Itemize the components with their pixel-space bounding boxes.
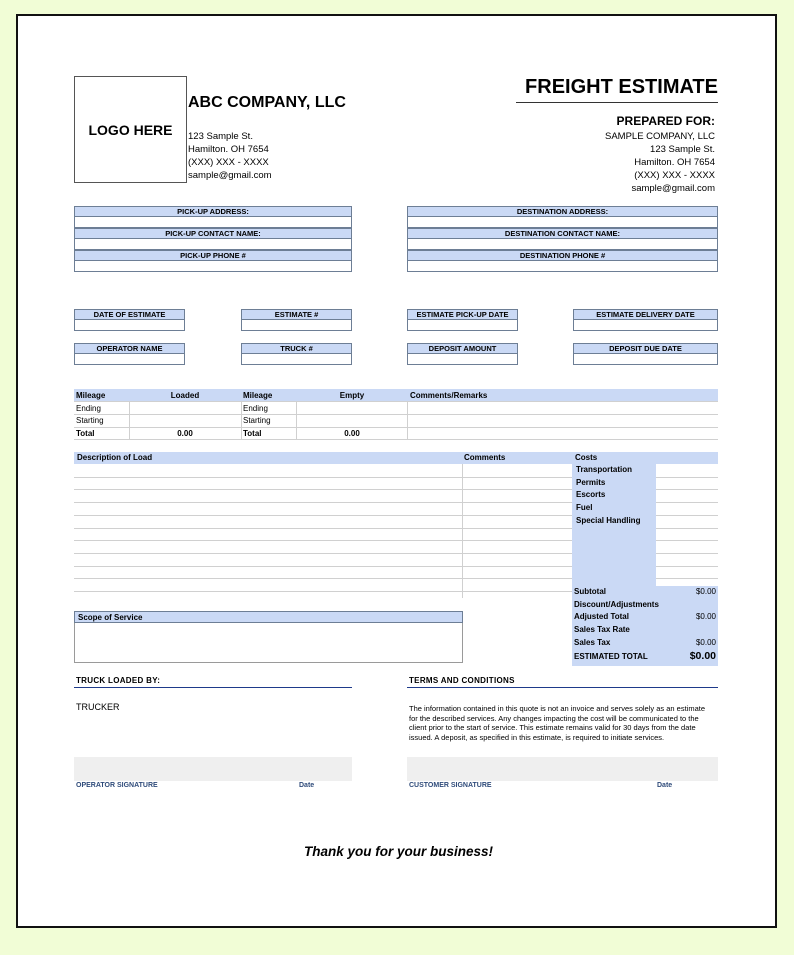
special-handling-label: Special Handling [576, 515, 641, 525]
cost-items [574, 464, 656, 527]
table-row[interactable] [74, 540, 572, 541]
date-of-estimate-label: DATE OF ESTIMATE [74, 309, 185, 320]
loaded-starting-cell[interactable] [129, 414, 241, 427]
table-row[interactable] [656, 477, 718, 478]
operator-signature-label: OPERATOR SIGNATURE [76, 782, 158, 789]
pickup-contact-field[interactable] [74, 239, 352, 250]
mileage-header: Mileage [241, 389, 296, 402]
deposit-amount [407, 343, 518, 365]
sales-tax-rate-label: Sales Tax Rate [574, 625, 630, 635]
thank-you-message: Thank you for your business! [303, 844, 494, 859]
company-info [188, 130, 272, 182]
document-title: FREIGHT ESTIMATE [516, 76, 718, 103]
destination-contact-label: DESTINATION CONTACT NAME: [407, 228, 718, 239]
table-row[interactable] [656, 566, 718, 567]
operator-name-label: OPERATOR NAME [74, 343, 185, 354]
starting-label: Starting [241, 414, 296, 427]
company-name: ABC COMPANY, LLC [188, 94, 346, 111]
table-row [74, 402, 718, 415]
client-email: sample@gmail.com [631, 183, 715, 194]
company-email: sample@gmail.com [188, 170, 272, 181]
date-of-estimate [74, 309, 185, 331]
table-row[interactable] [74, 489, 572, 490]
estimated-total-label: ESTIMATED TOTAL [574, 652, 648, 662]
logo-placeholder: LOGO HERE [74, 76, 187, 183]
mileage-table [74, 389, 718, 440]
estimated-total-value: $0.00 [689, 650, 716, 663]
costs-header: Costs [575, 453, 598, 462]
estimate-delivery-date [573, 309, 718, 331]
pickup-address-field[interactable] [74, 217, 352, 228]
estimate-page [16, 14, 777, 928]
table-row [74, 427, 718, 440]
operator-name-field[interactable] [74, 354, 185, 365]
comments-remarks-header: Comments/Remarks [408, 389, 718, 402]
client-phone: (XXX) XXX - XXXX [634, 170, 715, 181]
table-row[interactable] [656, 515, 718, 516]
terms-text: The information contained in this quote is not an invoice and serves solely as an estimate for the described services. Any changes impacting the cost will be communicated to the client prior to the start of service. This estimate remains valid for 30 days from the date issued. A deposit, as specified in this estimate, is required to initiate services. [409, 704, 706, 742]
company-city: Hamilton. OH 7654 [188, 144, 269, 155]
prepared-for [605, 114, 715, 195]
estimate-pickup-date-label: ESTIMATE PICK-UP DATE [407, 309, 518, 320]
adjusted-total-value: $0.00 [695, 612, 716, 622]
estimate-delivery-date-field[interactable] [573, 320, 718, 331]
escorts-label: Escorts [576, 490, 606, 500]
table-row[interactable] [74, 528, 572, 529]
estimate-number [241, 309, 352, 331]
pickup-phone-label: PICK-UP PHONE # [74, 250, 352, 261]
pickup-phone-field[interactable] [74, 261, 352, 272]
discount-label: Discount/Adjustments [574, 599, 659, 609]
table-row[interactable] [74, 578, 572, 579]
ending-label: Ending [241, 402, 296, 415]
client-city: Hamilton. OH 7654 [634, 157, 715, 168]
table-row[interactable] [74, 566, 572, 567]
transportation-label: Transportation [576, 465, 633, 474]
permits-label: Permits [576, 477, 606, 487]
client-address: 123 Sample St. [650, 144, 715, 155]
destination-contact-field[interactable] [407, 239, 718, 250]
destination-address-label: DESTINATION ADDRESS: [407, 206, 718, 217]
destination-phone-label: DESTINATION PHONE # [407, 250, 718, 261]
scope-of-service-field[interactable] [74, 623, 463, 663]
truck-loaded-by-label: TRUCK LOADED BY: [74, 676, 352, 688]
loaded-header: Loaded [129, 389, 241, 402]
date-of-estimate-field[interactable] [74, 320, 185, 331]
description-of-load-header: Description of Load [77, 453, 153, 462]
sales-tax-value: $0.00 [695, 637, 716, 647]
estimate-number-field[interactable] [241, 320, 352, 331]
mileage-header: Mileage [74, 389, 129, 402]
client-name: SAMPLE COMPANY, LLC [605, 131, 715, 142]
destination-phone-field[interactable] [407, 261, 718, 272]
destination-block [407, 206, 718, 272]
mileage-header-row [74, 389, 718, 402]
terms-title: TERMS AND CONDITIONS [407, 676, 718, 688]
starting-label: Starting [74, 414, 129, 427]
load-description-grid[interactable] [74, 464, 572, 598]
comments-cell[interactable] [408, 402, 718, 415]
load-comments-header: Comments [464, 453, 506, 462]
truck-number-field[interactable] [241, 354, 352, 365]
estimate-pickup-date-field[interactable] [407, 320, 518, 331]
table-row[interactable] [74, 591, 572, 592]
ending-label: Ending [74, 402, 129, 415]
fuel-label: Fuel [576, 503, 593, 513]
truck-number [241, 343, 352, 365]
estimate-delivery-date-label: ESTIMATE DELIVERY DATE [573, 309, 718, 320]
table-row[interactable] [656, 540, 718, 541]
empty-ending-cell[interactable] [296, 402, 408, 415]
customer-date-label: Date [657, 782, 673, 789]
prepared-for-label: PREPARED FOR: [616, 114, 715, 128]
subtotal-value: $0.00 [695, 587, 716, 596]
table-row[interactable] [74, 477, 572, 478]
comments-cell[interactable] [408, 427, 718, 440]
operator-date-label: Date [299, 782, 315, 789]
pickup-address-label: PICK-UP ADDRESS: [74, 206, 352, 217]
operator-name [74, 343, 185, 365]
table-row[interactable] [656, 553, 718, 554]
customer-signature-label: CUSTOMER SIGNATURE [409, 782, 492, 789]
table-row[interactable] [656, 578, 718, 579]
costs-values-grid[interactable] [656, 464, 718, 586]
company-address: 123 Sample St. [188, 131, 253, 142]
table-row[interactable] [656, 489, 718, 490]
load-header-bar [74, 452, 718, 464]
destination-address-field[interactable] [407, 217, 718, 228]
table-row[interactable] [656, 528, 718, 529]
estimate-number-label: ESTIMATE # [241, 309, 352, 320]
table-row[interactable] [656, 502, 718, 503]
deposit-due-date [573, 343, 718, 365]
deposit-due-date-label: DEPOSIT DUE DATE [573, 343, 718, 354]
loaded-total: 0.00 [129, 427, 241, 440]
pickup-block [74, 206, 352, 272]
deposit-due-date-field[interactable] [573, 354, 718, 365]
company-phone: (XXX) XXX - XXXX [188, 157, 269, 168]
subtotal-label: Subtotal [574, 587, 606, 596]
deposit-amount-field[interactable] [407, 354, 518, 365]
total-label: Total [74, 427, 129, 440]
totals-block [574, 586, 718, 664]
customer-signature-field[interactable] [407, 757, 718, 781]
estimate-pickup-date [407, 309, 518, 331]
empty-total: 0.00 [296, 427, 408, 440]
table-row [74, 414, 718, 427]
sales-tax-label: Sales Tax [574, 637, 611, 647]
truck-number-label: TRUCK # [241, 343, 352, 354]
empty-header: Empty [296, 389, 408, 402]
pickup-contact-label: PICK-UP CONTACT NAME: [74, 228, 352, 239]
empty-starting-cell[interactable] [296, 414, 408, 427]
total-label: Total [241, 427, 296, 440]
adjusted-total-label: Adjusted Total [574, 612, 629, 622]
loaded-ending-cell[interactable] [129, 402, 241, 415]
table-row[interactable] [74, 553, 572, 554]
scope-of-service [74, 611, 463, 663]
table-row[interactable] [74, 502, 572, 503]
deposit-amount-label: DEPOSIT AMOUNT [407, 343, 518, 354]
scope-of-service-label: Scope of Service [74, 611, 463, 623]
comments-cell[interactable] [408, 414, 718, 427]
trucker-label: TRUCKER [76, 702, 120, 712]
table-row[interactable] [74, 515, 572, 516]
operator-signature-field[interactable] [74, 757, 352, 781]
